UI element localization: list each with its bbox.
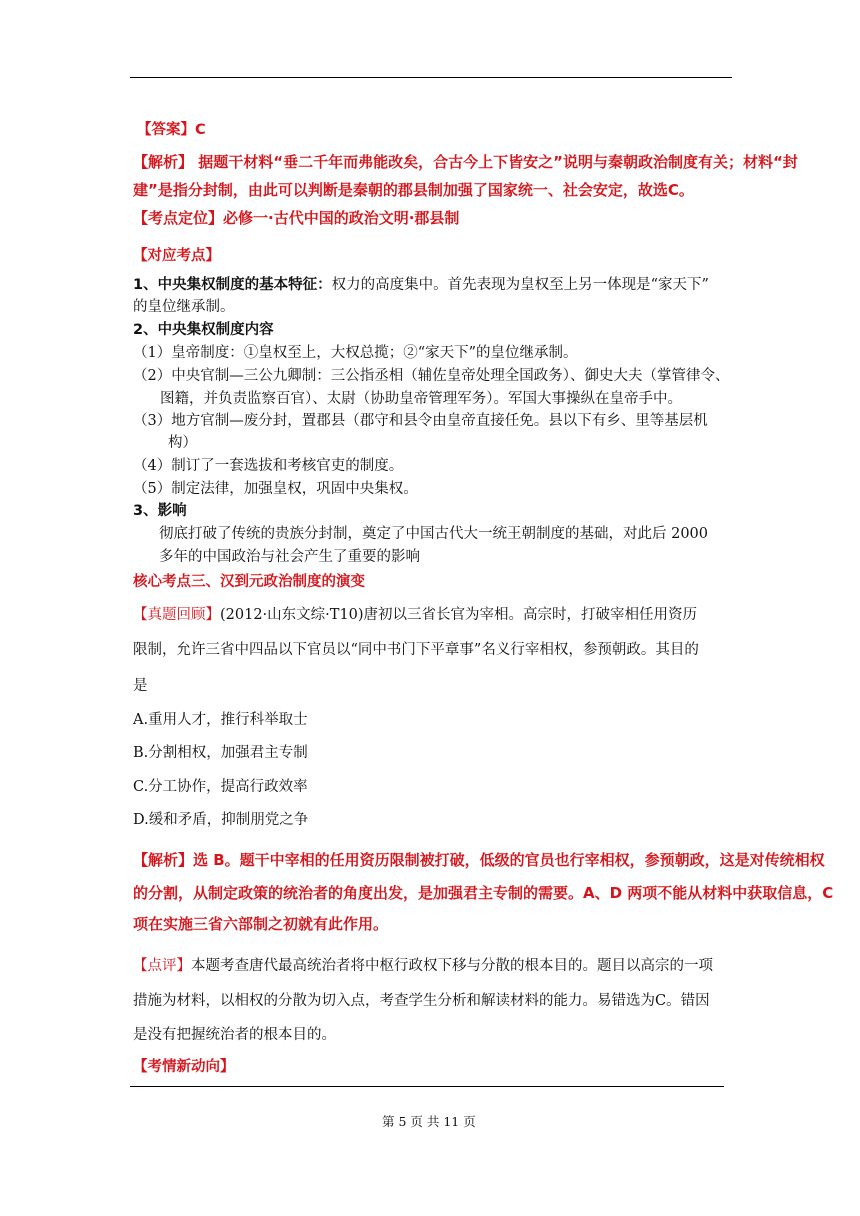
page-number: 第 5 页 共 11 页 [382, 1114, 476, 1129]
core-heading: 核心考点三、汉到元政治制度的演变 [133, 574, 365, 590]
sub-item-3-line-2: 构） [168, 435, 197, 451]
point-3-line-1: 彻底打破了传统的贵族分封制，奠定了中国古代大一统王朝制度的基础，对此后 2000 [159, 526, 709, 542]
sub-item-2-line-2: 图籍，并负责监察百官）、太尉（协助皇帝管理军务）。军国大事操纵在皇帝手中。 [160, 391, 682, 407]
comment-line-1 [133, 956, 713, 976]
answer-value: C [195, 122, 206, 138]
footer-rule [130, 1086, 724, 1087]
point-3-title: 3、影响 [133, 503, 187, 519]
answer-label: 【答案】 [137, 122, 195, 138]
point-1-cont: 的皇位继承制。 [133, 299, 235, 315]
option-d: D.缓和矛盾，抑制朋党之争 [133, 812, 309, 828]
point-1-title: 1、中央集权制度的基本特征： [133, 277, 332, 293]
question-line-2: 限制，允许三省中四品以下官员以“同中书门下平章事”名义行宰相权，参预朝政。其目的 [133, 642, 699, 658]
comment-text-1: 本题考查唐代最高统治者将中枢行政权下移与分散的根本目的。题目以高宗的一项 [191, 958, 713, 974]
point-2-title: 2、中央集权制度内容 [133, 322, 274, 338]
analysis2-line-2: 的分割，从制定政策的统治者的角度出发，是加强君主专制的需要。A、D 两项不能从材料中获取信息，C [133, 884, 834, 902]
analysis2-line-3: 项在实施三省六部制之初就有此作用。 [133, 915, 389, 933]
analysis2-line-1: 【解析】选 B。题干中宰相的任用资历限制被打破，低级的官员也行宰相权，参预朝政，这是对传统相权 [133, 851, 825, 869]
position-line: 【考点定位】必修一·古代中国的政治文明·郡县制 [133, 209, 460, 227]
sub-item-3-line-1: （3）地方官制—废分封，置郡县（郡守和县令由皇帝直接任免。县以下有乡、里等基层机 [133, 413, 708, 429]
comment-label: 【点评】 [133, 958, 191, 974]
sub-item-5: （5）制定法律，加强皇权，巩固中央集权。 [133, 481, 418, 497]
header-rule [130, 77, 732, 78]
option-b: B.分割相权，加强君主专制 [133, 745, 308, 761]
point-3-line-2: 多年的中国政治与社会产生了重要的影响 [159, 549, 420, 565]
comment-line-2: 措施为材料，以相权的分散为切入点，考查学生分析和解读材料的能力。易错选为C。错因 [133, 993, 710, 1009]
sub-item-2-line-1: （2）中央官制—三公九卿制：三公指丞相（辅佐皇帝处理全国政务）、御史大夫（掌管律令、 [133, 368, 730, 384]
points-heading: 【对应考点】 [133, 248, 220, 264]
point-1 [133, 275, 709, 295]
option-a: A.重用人才，推行科举取士 [133, 712, 308, 728]
option-c: C.分工协作，提高行政效率 [133, 779, 308, 795]
analysis-line-1: 【解析】 据题干材料“垂二千年而弗能改矣，合古今上下皆安之”说明与秦朝政治制度有关；材料“封 [133, 153, 798, 171]
sub-item-4: （4）制订了一套选拔和考核官吏的制度。 [133, 458, 404, 474]
analysis-line-2: 建”是指分封制，由此可以判断是秦朝的郡县制加强了国家统一、社会安定，故选C。 [133, 181, 694, 199]
question-line-1 [133, 605, 697, 625]
trend-heading: 【考情新动向】 [133, 1059, 235, 1075]
sub-item-1: （1）皇帝制度：①皇权至上，大权总揽；②“家天下”的皇位继承制。 [133, 345, 578, 361]
comment-line-3: 是没有把握统治者的根本目的。 [133, 1027, 336, 1043]
question-text-1: (2012·山东文综·T10)唐初以三省长官为宰相。高宗时，打破宰相任用资历 [220, 607, 698, 623]
question-line-3: 是 [133, 678, 148, 694]
answer-line [137, 120, 206, 140]
question-label: 【真题回顾】 [133, 607, 220, 623]
point-1-text: 权力的高度集中。首先表现为皇权至上另一体现是“家天下” [331, 277, 709, 293]
